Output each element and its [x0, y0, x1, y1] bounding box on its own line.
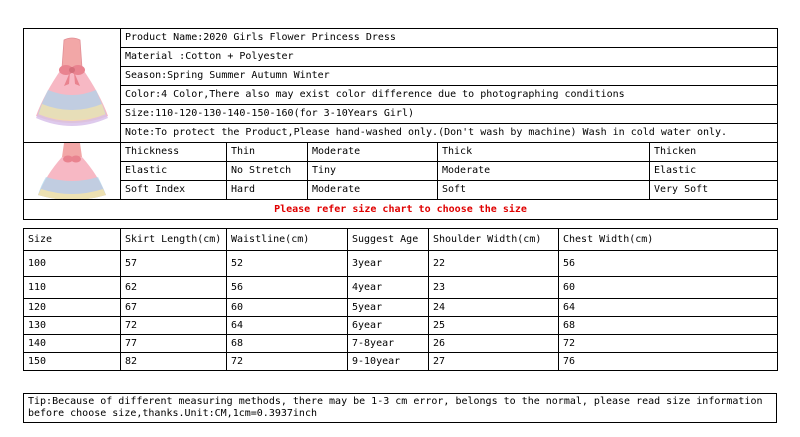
- product-material: Material :Cotton + Polyester: [121, 48, 778, 67]
- table-cell: 25: [429, 317, 559, 335]
- product-size-range: Size:110-120-130-140-150-160(for 3-10Years Girl): [121, 105, 778, 124]
- table-row: [24, 299, 778, 317]
- size-chart-header: Waistline(cm): [227, 229, 348, 251]
- attr-elastic-4: Elastic: [650, 162, 778, 181]
- attr-thickness-3: Thick: [438, 143, 650, 162]
- table-cell: 22: [429, 251, 559, 277]
- table-cell: 60: [559, 277, 778, 299]
- table-row: [24, 353, 778, 371]
- table-cell: 9-10year: [348, 353, 429, 371]
- attr-soft-1: Hard: [227, 181, 308, 200]
- tip-table: [23, 393, 777, 423]
- table-cell: 56: [559, 251, 778, 277]
- table-cell: 120: [24, 299, 121, 317]
- size-chart-header: Size: [24, 229, 121, 251]
- size-chart-header: Chest Width(cm): [559, 229, 778, 251]
- table-row: [24, 251, 778, 277]
- table-cell: 24: [429, 299, 559, 317]
- table-row: [24, 317, 778, 335]
- attr-thickness-2: Moderate: [308, 143, 438, 162]
- table-cell: 6year: [348, 317, 429, 335]
- table-cell: 23: [429, 277, 559, 299]
- table-cell: 72: [559, 335, 778, 353]
- size-chart-table: [23, 228, 778, 371]
- table-cell: 140: [24, 335, 121, 353]
- table-cell: 72: [121, 317, 227, 335]
- attr-elastic-2: Tiny: [308, 162, 438, 181]
- product-info-table: [23, 28, 778, 220]
- table-cell: 100: [24, 251, 121, 277]
- attr-thickness-4: Thicken: [650, 143, 778, 162]
- table-cell: 130: [24, 317, 121, 335]
- attr-elastic-3: Moderate: [438, 162, 650, 181]
- dress-front-photo: [24, 34, 120, 138]
- size-chart-header: Skirt Length(cm): [121, 229, 227, 251]
- table-cell: 57: [121, 251, 227, 277]
- attr-thickness-1: Thin: [227, 143, 308, 162]
- table-cell: 56: [227, 277, 348, 299]
- table-cell: 64: [559, 299, 778, 317]
- product-name: Product Name:2020 Girls Flower Princess Dress: [121, 29, 778, 48]
- table-cell: 68: [227, 335, 348, 353]
- attr-soft-4: Very Soft: [650, 181, 778, 200]
- table-cell: 62: [121, 277, 227, 299]
- table-cell: 5year: [348, 299, 429, 317]
- table-cell: 4year: [348, 277, 429, 299]
- attr-soft-2: Moderate: [308, 181, 438, 200]
- table-cell: 82: [121, 353, 227, 371]
- product-photo-back-cell: [24, 143, 121, 200]
- product-color: Color:4 Color,There also may exist color difference due to photographing conditions: [121, 86, 778, 105]
- table-cell: 52: [227, 251, 348, 277]
- table-cell: 60: [227, 299, 348, 317]
- table-cell: 26: [429, 335, 559, 353]
- table-cell: 3year: [348, 251, 429, 277]
- table-cell: 76: [559, 353, 778, 371]
- size-chart-header: Shoulder Width(cm): [429, 229, 559, 251]
- table-cell: 67: [121, 299, 227, 317]
- product-photo-front-cell: [24, 29, 121, 143]
- attr-soft-3: Soft: [438, 181, 650, 200]
- table-row: [24, 277, 778, 299]
- table-cell: 72: [227, 353, 348, 371]
- attr-label-thickness: Thickness: [121, 143, 227, 162]
- table-cell: 77: [121, 335, 227, 353]
- attr-label-soft-index: Soft Index: [121, 181, 227, 200]
- table-cell: 27: [429, 353, 559, 371]
- size-chart-header: Suggest Age: [348, 229, 429, 251]
- table-cell: 64: [227, 317, 348, 335]
- attr-label-elastic: Elastic: [121, 162, 227, 181]
- size-chart-banner: Please refer size chart to choose the size: [24, 200, 778, 220]
- measurement-tip: Tip:Because of different measuring methods, there may be 1-3 cm error, belongs to the normal, please read size information before choose size,thanks.Unit:CM,1cm=0.3937inch: [24, 394, 777, 423]
- product-season: Season:Spring Summer Autumn Winter: [121, 67, 778, 86]
- table-cell: 150: [24, 353, 121, 371]
- table-cell: 110: [24, 277, 121, 299]
- attr-elastic-1: No Stretch: [227, 162, 308, 181]
- table-cell: 68: [559, 317, 778, 335]
- product-note: Note:To protect the Product,Please hand-washed only.(Don't wash by machine) Wash in cold water only.: [121, 124, 778, 143]
- table-row: [24, 335, 778, 353]
- size-chart-header-row: [24, 229, 778, 251]
- dress-back-photo: [24, 143, 120, 199]
- table-cell: 7-8year: [348, 335, 429, 353]
